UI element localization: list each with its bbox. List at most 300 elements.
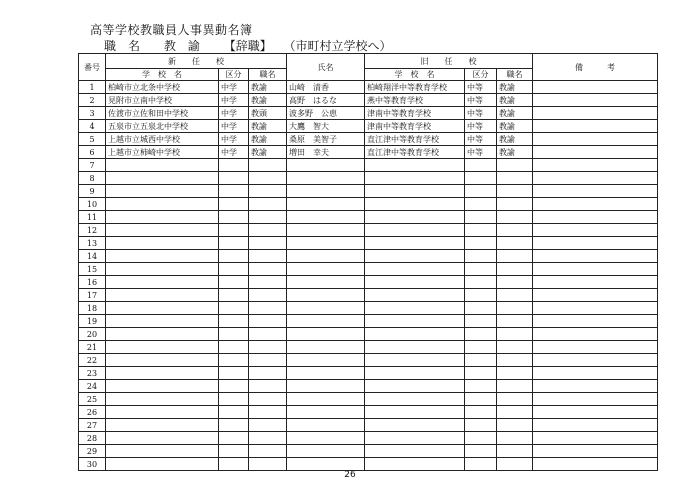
table-row [79, 315, 658, 328]
old-position-cell: 教諭 [497, 146, 533, 159]
row-number: 10 [79, 198, 106, 211]
new-category-cell [219, 289, 249, 302]
page-number: 26 [344, 470, 356, 480]
new-category-cell [219, 159, 249, 172]
old-category-cell [465, 211, 497, 224]
new-school-cell: 上越市立城西中学校 [106, 133, 219, 146]
remarks-cell [533, 120, 658, 133]
remarks-cell [533, 146, 658, 159]
remarks-cell [533, 328, 658, 341]
new-position-cell [249, 380, 287, 393]
header-new-category: 区分 [219, 69, 249, 81]
staff-name-cell [287, 341, 365, 354]
row-number: 8 [79, 172, 106, 185]
old-category-cell [465, 302, 497, 315]
new-category-cell [219, 198, 249, 211]
old-category-cell: 中等 [465, 81, 497, 94]
new-school-cell [106, 341, 219, 354]
row-number: 9 [79, 185, 106, 198]
staff-name-cell [287, 445, 365, 458]
new-category-cell [219, 263, 249, 276]
new-category-cell [219, 224, 249, 237]
old-school-cell [365, 211, 465, 224]
remarks-cell [533, 107, 658, 120]
table-row [79, 458, 658, 471]
header-new-position: 職名 [249, 69, 287, 81]
table-row [79, 406, 658, 419]
remarks-cell [533, 393, 658, 406]
remarks-cell [533, 380, 658, 393]
new-position-cell [249, 276, 287, 289]
new-school-cell [106, 419, 219, 432]
old-position-cell [497, 302, 533, 315]
old-category-cell: 中等 [465, 120, 497, 133]
old-position-cell [497, 393, 533, 406]
old-position-cell: 教諭 [497, 120, 533, 133]
new-category-cell: 中学 [219, 133, 249, 146]
old-school-cell: 直江津中等教育学校 [365, 146, 465, 159]
document-subtitle [104, 37, 392, 54]
staff-name-cell [287, 419, 365, 432]
table-row [79, 198, 658, 211]
table-row [79, 380, 658, 393]
old-category-cell [465, 276, 497, 289]
old-category-cell [465, 198, 497, 211]
old-school-cell [365, 367, 465, 380]
old-position-cell [497, 211, 533, 224]
new-school-cell: 見附市立南中学校 [106, 94, 219, 107]
new-category-cell: 中学 [219, 81, 249, 94]
old-position-cell: 教諭 [497, 81, 533, 94]
table-row [79, 146, 658, 159]
old-school-cell [365, 302, 465, 315]
table-row [79, 302, 658, 315]
old-position-cell: 教諭 [497, 94, 533, 107]
table-row [79, 276, 658, 289]
new-position-cell [249, 367, 287, 380]
header-old-position: 職名 [497, 69, 533, 81]
old-category-cell [465, 458, 497, 471]
new-position-cell: 教諭 [249, 146, 287, 159]
new-school-cell [106, 224, 219, 237]
header-new-post: 新 任 校 [106, 54, 287, 69]
new-category-cell [219, 380, 249, 393]
old-category-cell [465, 289, 497, 302]
row-number: 29 [79, 445, 106, 458]
old-school-cell [365, 159, 465, 172]
old-school-cell [365, 328, 465, 341]
table-row [79, 289, 658, 302]
header-remarks: 備 考 [533, 54, 658, 81]
table-row [79, 250, 658, 263]
remarks-cell [533, 263, 658, 276]
new-school-cell: 佐渡市立佐和田中学校 [106, 107, 219, 120]
new-category-cell [219, 341, 249, 354]
remarks-cell [533, 250, 658, 263]
old-school-cell [365, 315, 465, 328]
new-school-cell [106, 367, 219, 380]
old-school-cell: 柏崎翔洋中等教育学校 [365, 81, 465, 94]
old-category-cell [465, 432, 497, 445]
new-school-cell [106, 289, 219, 302]
new-category-cell: 中学 [219, 120, 249, 133]
table-row [79, 224, 658, 237]
old-school-cell [365, 172, 465, 185]
old-school-cell [365, 250, 465, 263]
remarks-cell [533, 432, 658, 445]
remarks-cell [533, 289, 658, 302]
old-position-cell [497, 354, 533, 367]
new-position-cell [249, 198, 287, 211]
staff-name-cell [287, 185, 365, 198]
old-position-cell [497, 419, 533, 432]
new-school-cell [106, 250, 219, 263]
new-category-cell [219, 419, 249, 432]
row-number: 6 [79, 146, 106, 159]
old-category-cell [465, 354, 497, 367]
row-number: 26 [79, 406, 106, 419]
old-category-cell [465, 263, 497, 276]
old-position-cell [497, 172, 533, 185]
row-number: 15 [79, 263, 106, 276]
old-position-cell [497, 406, 533, 419]
remarks-cell [533, 419, 658, 432]
old-position-cell [497, 289, 533, 302]
new-position-cell: 教頭 [249, 107, 287, 120]
new-school-cell [106, 172, 219, 185]
table-row [79, 445, 658, 458]
header-name: 氏名 [287, 54, 365, 81]
row-number: 30 [79, 458, 106, 471]
new-position-cell: 教諭 [249, 133, 287, 146]
old-school-cell [365, 419, 465, 432]
header-old-post: 旧 任 校 [365, 54, 533, 69]
table-row [79, 107, 658, 120]
header-new-school: 学 校 名 [106, 69, 219, 81]
old-category-cell [465, 159, 497, 172]
row-number: 13 [79, 237, 106, 250]
row-number: 2 [79, 94, 106, 107]
staff-name-cell: 大鷹 智大 [287, 120, 365, 133]
new-position-cell [249, 432, 287, 445]
row-number: 21 [79, 341, 106, 354]
old-school-cell [365, 406, 465, 419]
old-position-cell [497, 458, 533, 471]
new-category-cell [219, 276, 249, 289]
old-category-cell [465, 419, 497, 432]
old-position-cell [497, 445, 533, 458]
document-title: 高等学校教職員人事異動名簿 [90, 23, 253, 37]
old-school-cell: 津南中等教育学校 [365, 107, 465, 120]
staff-name-cell [287, 354, 365, 367]
new-category-cell [219, 315, 249, 328]
table-body [79, 81, 658, 471]
remarks-cell [533, 159, 658, 172]
new-position-cell [249, 185, 287, 198]
old-position-cell [497, 380, 533, 393]
new-category-cell [219, 185, 249, 198]
new-category-cell [219, 211, 249, 224]
new-position-cell [249, 302, 287, 315]
remarks-cell [533, 133, 658, 146]
new-category-cell [219, 406, 249, 419]
old-category-cell: 中等 [465, 107, 497, 120]
staff-name-cell [287, 263, 365, 276]
staff-name-cell [287, 393, 365, 406]
old-position-cell [497, 263, 533, 276]
table-row [79, 133, 658, 146]
staff-name-cell [287, 198, 365, 211]
new-school-cell [106, 198, 219, 211]
old-category-cell [465, 445, 497, 458]
table-row [79, 367, 658, 380]
new-position-cell: 教諭 [249, 94, 287, 107]
staff-name-cell [287, 289, 365, 302]
new-category-cell [219, 445, 249, 458]
table-row [79, 237, 658, 250]
new-category-cell [219, 302, 249, 315]
new-category-cell: 中学 [219, 107, 249, 120]
old-category-cell: 中等 [465, 94, 497, 107]
new-position-cell [249, 354, 287, 367]
new-school-cell [106, 302, 219, 315]
remarks-cell [533, 276, 658, 289]
remarks-cell [533, 94, 658, 107]
new-position-cell: 教諭 [249, 120, 287, 133]
old-category-cell [465, 250, 497, 263]
old-position-cell [497, 224, 533, 237]
remarks-cell [533, 237, 658, 250]
table-row [79, 94, 658, 107]
new-school-cell [106, 211, 219, 224]
old-category-cell [465, 341, 497, 354]
old-category-cell [465, 237, 497, 250]
table-row [79, 393, 658, 406]
row-number: 11 [79, 211, 106, 224]
row-number: 17 [79, 289, 106, 302]
new-category-cell [219, 367, 249, 380]
table-row [79, 341, 658, 354]
new-position-cell [249, 250, 287, 263]
header-number: 番号 [79, 54, 106, 81]
change-type: 【辞職】 [223, 39, 272, 53]
new-position-cell [249, 419, 287, 432]
row-number: 14 [79, 250, 106, 263]
row-number: 7 [79, 159, 106, 172]
new-position-cell [249, 159, 287, 172]
row-number: 28 [79, 432, 106, 445]
new-school-cell: 柏崎市立北条中学校 [106, 81, 219, 94]
new-category-cell [219, 393, 249, 406]
table-row [79, 354, 658, 367]
new-position-cell: 教諭 [249, 81, 287, 94]
old-school-cell: 直江津中等教育学校 [365, 133, 465, 146]
old-position-cell [497, 367, 533, 380]
old-school-cell [365, 458, 465, 471]
row-number: 27 [79, 419, 106, 432]
old-category-cell: 中等 [465, 133, 497, 146]
remarks-cell [533, 198, 658, 211]
old-school-cell: 津南中等教育学校 [365, 120, 465, 133]
remarks-cell [533, 224, 658, 237]
new-position-cell [249, 393, 287, 406]
old-category-cell [465, 328, 497, 341]
old-position-cell [497, 237, 533, 250]
new-position-cell [249, 289, 287, 302]
old-position-cell: 教諭 [497, 133, 533, 146]
row-number: 23 [79, 367, 106, 380]
new-position-cell [249, 172, 287, 185]
old-position-cell [497, 198, 533, 211]
new-category-cell [219, 250, 249, 263]
table-row [79, 81, 658, 94]
table-row [79, 172, 658, 185]
new-position-cell [249, 445, 287, 458]
remarks-cell [533, 172, 658, 185]
row-number: 25 [79, 393, 106, 406]
position-label: 職 名 [104, 39, 141, 53]
staff-name-cell: 山崎 清香 [287, 81, 365, 94]
old-school-cell [365, 237, 465, 250]
new-position-cell [249, 458, 287, 471]
new-position-cell [249, 315, 287, 328]
row-number: 19 [79, 315, 106, 328]
new-category-cell [219, 328, 249, 341]
staff-name-cell [287, 302, 365, 315]
row-number: 18 [79, 302, 106, 315]
old-position-cell [497, 328, 533, 341]
old-school-cell [365, 263, 465, 276]
new-position-cell [249, 341, 287, 354]
old-school-cell [365, 276, 465, 289]
old-school-cell [365, 341, 465, 354]
old-school-cell [365, 185, 465, 198]
old-category-cell [465, 367, 497, 380]
new-school-cell [106, 380, 219, 393]
old-school-cell [365, 432, 465, 445]
row-number: 4 [79, 120, 106, 133]
new-category-cell: 中学 [219, 146, 249, 159]
new-category-cell [219, 237, 249, 250]
staff-name-cell [287, 367, 365, 380]
old-school-cell [365, 198, 465, 211]
new-position-cell [249, 263, 287, 276]
remarks-cell [533, 406, 658, 419]
old-school-cell [365, 289, 465, 302]
staff-name-cell [287, 315, 365, 328]
table-row [79, 263, 658, 276]
new-category-cell [219, 172, 249, 185]
old-position-cell [497, 276, 533, 289]
remarks-cell [533, 81, 658, 94]
header-old-school: 学 校 名 [365, 69, 465, 81]
new-school-cell [106, 237, 219, 250]
staff-name-cell [287, 380, 365, 393]
new-school-cell [106, 328, 219, 341]
destination-note: （市町村立学校へ） [283, 39, 392, 53]
row-number: 16 [79, 276, 106, 289]
new-school-cell [106, 432, 219, 445]
old-position-cell [497, 185, 533, 198]
new-position-cell [249, 211, 287, 224]
header-old-category: 区分 [465, 69, 497, 81]
staff-name-cell [287, 159, 365, 172]
remarks-cell [533, 341, 658, 354]
new-school-cell [106, 445, 219, 458]
row-number: 20 [79, 328, 106, 341]
position-value: 教 諭 [163, 39, 200, 53]
old-school-cell [365, 445, 465, 458]
personnel-table [78, 53, 658, 471]
row-number: 22 [79, 354, 106, 367]
old-category-cell [465, 406, 497, 419]
old-category-cell [465, 185, 497, 198]
remarks-cell [533, 302, 658, 315]
new-school-cell: 上越市立柿崎中学校 [106, 146, 219, 159]
old-position-cell [497, 315, 533, 328]
row-number: 3 [79, 107, 106, 120]
new-school-cell [106, 159, 219, 172]
remarks-cell [533, 315, 658, 328]
row-number: 24 [79, 380, 106, 393]
new-school-cell [106, 393, 219, 406]
staff-name-cell [287, 458, 365, 471]
new-school-cell [106, 276, 219, 289]
new-position-cell [249, 406, 287, 419]
table-row [79, 432, 658, 445]
remarks-cell [533, 354, 658, 367]
old-school-cell [365, 380, 465, 393]
old-school-cell [365, 393, 465, 406]
old-position-cell [497, 159, 533, 172]
table-row [79, 185, 658, 198]
table-row [79, 120, 658, 133]
table-row [79, 211, 658, 224]
remarks-cell [533, 211, 658, 224]
staff-name-cell [287, 237, 365, 250]
staff-name-cell: 高野 はるな [287, 94, 365, 107]
new-category-cell: 中学 [219, 94, 249, 107]
staff-name-cell: 増田 幸夫 [287, 146, 365, 159]
old-position-cell [497, 341, 533, 354]
old-category-cell [465, 315, 497, 328]
old-position-cell [497, 432, 533, 445]
staff-name-cell [287, 328, 365, 341]
old-category-cell: 中等 [465, 146, 497, 159]
staff-name-cell [287, 250, 365, 263]
staff-name-cell [287, 406, 365, 419]
row-number: 12 [79, 224, 106, 237]
new-position-cell [249, 328, 287, 341]
old-position-cell: 教諭 [497, 107, 533, 120]
new-category-cell [219, 354, 249, 367]
staff-name-cell: 桑原 美智子 [287, 133, 365, 146]
old-position-cell [497, 250, 533, 263]
row-number: 5 [79, 133, 106, 146]
old-school-cell [365, 354, 465, 367]
new-school-cell [106, 263, 219, 276]
new-school-cell [106, 406, 219, 419]
old-school-cell [365, 224, 465, 237]
row-number: 1 [79, 81, 106, 94]
remarks-cell [533, 445, 658, 458]
staff-name-cell [287, 276, 365, 289]
new-school-cell [106, 354, 219, 367]
new-school-cell [106, 315, 219, 328]
remarks-cell [533, 185, 658, 198]
staff-name-cell: 波多野 公恵 [287, 107, 365, 120]
old-category-cell [465, 393, 497, 406]
